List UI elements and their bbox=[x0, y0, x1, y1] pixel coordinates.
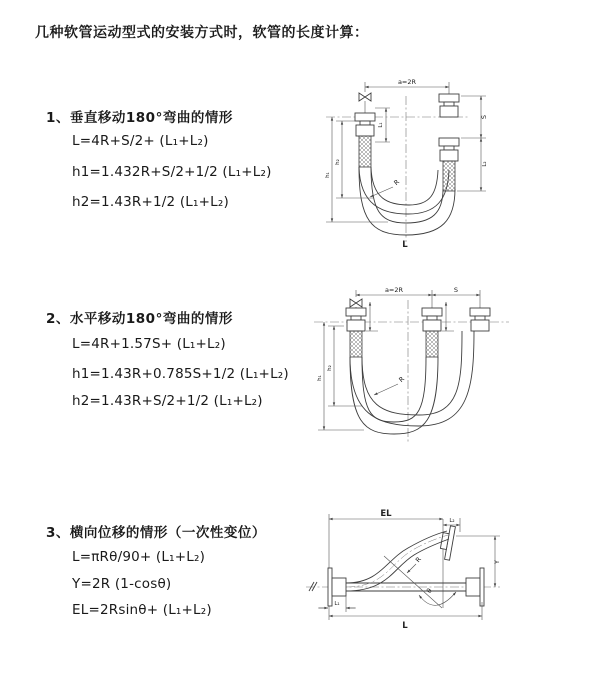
label-h1: h₁ bbox=[325, 172, 331, 178]
section-1-formula-h1: h1=1.432R+S/2+1/2 (L₁+L₂) bbox=[72, 164, 272, 180]
page-title: 几种软管运动型式的安装方式时，软管的长度计算： bbox=[35, 25, 369, 41]
diagram-lateral-displacement bbox=[298, 498, 568, 646]
left-fitting bbox=[355, 113, 375, 167]
section-1-formula-h2: h2=1.43R+1/2 (L₁+L₂) bbox=[72, 194, 229, 210]
section-3-heading: 3、横向位移的情形（一次性变位） bbox=[46, 525, 266, 541]
label-r: R bbox=[392, 177, 402, 187]
label-s: S bbox=[480, 114, 488, 120]
section-3-formula-EL: EL=2Rsinθ+ (L₁+L₂) bbox=[72, 602, 212, 618]
hose-curves bbox=[359, 167, 455, 235]
section-1-formula-L: L=4R+S/2+ (L₁+L₂) bbox=[72, 133, 209, 149]
hose-curves bbox=[350, 331, 474, 434]
extension-lines-right bbox=[457, 96, 486, 191]
section-3-formula-Y: Y=2R (1-cosθ) bbox=[72, 576, 172, 592]
diagram-horizontal-180-bend bbox=[304, 282, 562, 454]
section-2-formula-h1: h1=1.43R+0.785S+1/2 (L₁+L₂) bbox=[72, 366, 289, 382]
right-fitting-lower bbox=[439, 138, 459, 191]
radius-leader bbox=[374, 384, 398, 395]
label-l1: L₁ bbox=[334, 601, 340, 607]
left-fitting bbox=[346, 308, 366, 357]
label-theta: θ bbox=[424, 586, 434, 595]
braided-hose-section bbox=[350, 331, 362, 357]
right-fitting-upper bbox=[439, 94, 459, 117]
label-l: L bbox=[402, 621, 408, 631]
label-r: R bbox=[413, 555, 423, 565]
label-s: S bbox=[453, 286, 459, 294]
right-flange-original bbox=[466, 568, 484, 606]
valve-icon bbox=[359, 93, 371, 101]
construction-diagonal bbox=[384, 556, 442, 608]
label-l2: L₂ bbox=[449, 518, 455, 524]
angle-arc bbox=[419, 592, 456, 605]
valve-icon bbox=[350, 299, 362, 307]
label-l2: L₂ bbox=[482, 161, 488, 167]
label-y: Y bbox=[493, 560, 501, 564]
label-r: R bbox=[397, 374, 407, 384]
label-h2: h₂ bbox=[335, 159, 341, 165]
label-l1: L₁ bbox=[378, 122, 384, 128]
radius-leader bbox=[407, 564, 416, 573]
right-fitting-displaced bbox=[470, 308, 490, 331]
diagram-vertical-180-bend bbox=[308, 70, 560, 256]
label-l: L bbox=[402, 240, 408, 250]
section-3-formula-L: L=πRθ/90+ (L₁+L₂) bbox=[72, 549, 206, 565]
section-2-formula-h2: h2=1.43R+S/2+1/2 (L₁+L₂) bbox=[72, 393, 263, 409]
label-a2r: a=2R bbox=[384, 286, 404, 294]
braided-hose-section bbox=[426, 331, 438, 357]
braided-hose-section bbox=[359, 136, 371, 167]
label-h1: h₁ bbox=[317, 375, 323, 381]
centerline-break bbox=[309, 582, 317, 591]
radius-leader bbox=[370, 187, 393, 197]
section-1-heading: 1、垂直移动180°弯曲的情形 bbox=[46, 110, 233, 126]
label-h2: h₂ bbox=[327, 365, 333, 371]
label-a2r: a=2R bbox=[397, 78, 417, 86]
displaced-flange bbox=[439, 525, 456, 560]
section-2-heading: 2、水平移动180°弯曲的情形 bbox=[46, 311, 233, 327]
middle-fitting bbox=[422, 308, 442, 357]
extension-lines-top bbox=[356, 290, 480, 308]
hose-s-curve bbox=[346, 531, 449, 591]
section-2-formula-L: L=4R+1.57S+ (L₁+L₂) bbox=[72, 336, 226, 352]
label-el: EL bbox=[380, 509, 392, 519]
